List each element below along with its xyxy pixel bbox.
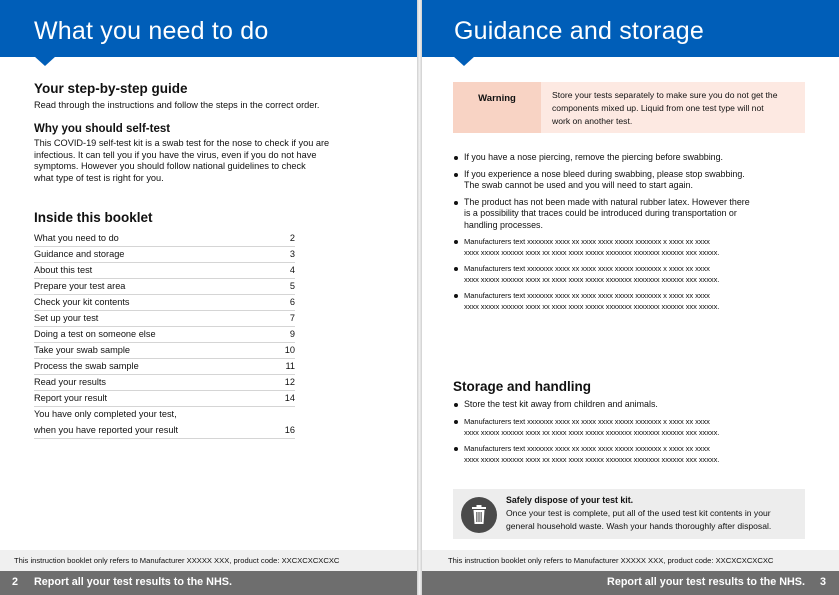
bullet-line: is a possibility that traces could be introduced during transportation or: [464, 208, 737, 218]
bullet-line: xxxx xxxxx xxxxxx xxxx xx xxxx xxxx xxxxx xxxxxxx xxxxxxx xxxxxx xxx xxxxx.: [464, 427, 720, 437]
bullet-line: If you experience a nose bleed during swabbing, please stop swabbing.: [464, 168, 745, 179]
why-self-test-heading: Why you should self-test: [34, 123, 171, 135]
toc-item[interactable]: [34, 247, 295, 263]
toc-page: 4: [289, 265, 295, 275]
bullet-line: The product has not been made with natural rubber latex. However there: [464, 196, 750, 207]
left-footer-note: This instruction booklet only refers to Manufacturer XXXXX XXX, product code: XXCXCXCXCXC: [0, 550, 417, 571]
bullet-line: The swab cannot be used and you will need to start again.: [464, 180, 693, 190]
bullet-line: handling processes.: [464, 219, 543, 230]
warning-text: [552, 89, 798, 128]
left-page-title: What you need to do: [34, 17, 269, 45]
right-page-number: 3: [819, 576, 826, 588]
guidance-bullet: [453, 169, 773, 192]
bullet-line: Manufacturers text xxxxxxx xxxx xx xxxx xxxx xxxxx xxxxxxx x xxxx xx xxxx: [464, 264, 710, 273]
warning-line: Store your tests separately to make sure you do not get the: [552, 90, 778, 100]
guidance-bullet: [453, 263, 773, 285]
toc-item[interactable]: [34, 279, 295, 295]
toc-page: 2: [289, 233, 295, 243]
toc-label: Read your results: [34, 377, 107, 387]
warning-label: Warning: [453, 82, 541, 133]
toc-label: Process the swab sample: [34, 361, 139, 371]
storage-bullet: [453, 416, 773, 438]
bullet-line: xxxx xxxxx xxxxxx xxxx xx xxxx xxxx xxxxx xxxxxxx xxxxxxx xxxxxx xxx xxxxx.: [464, 275, 720, 284]
bullet-line: xxxx xxxxx xxxxxx xxxx xx xxxx xxxx xxxxx xxxxxxx xxxxxxx xxxxxx xxx xxxxx.: [464, 248, 720, 257]
storage-bullet: [453, 399, 773, 411]
toc-label: Prepare your test area: [34, 281, 126, 291]
toc-item[interactable]: [34, 407, 295, 439]
bullet-line: Manufacturers text xxxxxxx xxxx xx xxxx xxxx xxxxx xxxxxxx x xxxx xx xxxx: [464, 416, 710, 426]
toc-page: 12: [284, 377, 295, 387]
step-guide-text: Read through the instructions and follow the steps in the correct order.: [34, 100, 320, 110]
inside-booklet-heading: Inside this booklet: [34, 210, 153, 225]
left-header-notch: [34, 56, 56, 66]
toc-label: Report your result: [34, 393, 108, 403]
bullet-line: Manufacturers text xxxxxxx xxxx xx xxxx xxxx xxxxx xxxxxxx x xxxx xx xxxx: [464, 291, 710, 300]
toc-label-line: You have only completed your test,: [34, 409, 177, 419]
toc-label: About this test: [34, 265, 93, 275]
toc-item[interactable]: [34, 295, 295, 311]
why-line: symptoms. However you should follow national guidelines to check: [34, 161, 306, 172]
toc-item[interactable]: [34, 375, 295, 391]
why-line: what type of test is right for you.: [34, 172, 164, 183]
guidance-bullet: [453, 152, 773, 164]
toc-item[interactable]: [34, 311, 295, 327]
toc-item[interactable]: [34, 359, 295, 375]
toc-item[interactable]: [34, 391, 295, 407]
warning-line: work on another test.: [552, 116, 633, 126]
toc-page: 7: [289, 313, 295, 323]
bullet-line: xxxx xxxxx xxxxxx xxxx xx xxxx xxxx xxxxx xxxxxxx xxxxxxx xxxxxx xxx xxxxx.: [464, 454, 720, 464]
warning-line: components mixed up. Liquid from one test type will not: [552, 103, 764, 113]
left-page: [0, 0, 417, 595]
guidance-list: [453, 152, 773, 317]
toc-label-line: when you have reported your result: [34, 425, 179, 435]
toc-item[interactable]: [34, 343, 295, 359]
dispose-box: [453, 489, 805, 539]
toc-item[interactable]: [34, 263, 295, 279]
toc-page: 6: [289, 297, 295, 307]
guidance-bullet: [453, 290, 773, 312]
guidance-bullet: [453, 236, 773, 258]
right-footer-note: This instruction booklet only refers to Manufacturer XXXXX XXX, product code: XXCXCXCXCXC: [422, 550, 839, 571]
toc-item[interactable]: [34, 231, 295, 247]
toc-item[interactable]: [34, 327, 295, 343]
toc-page: 10: [284, 345, 295, 355]
toc-page: 5: [289, 281, 295, 291]
right-page-title: Guidance and storage: [454, 17, 705, 45]
guidance-bullet: [453, 197, 773, 232]
storage-bullet: [453, 443, 773, 465]
toc-label: Doing a test on someone else: [34, 329, 156, 339]
why-line: This COVID-19 self-test kit is a swab test for the nose to check if you are: [34, 138, 330, 148]
toc-label: Guidance and storage: [34, 249, 125, 259]
warning-box: [453, 82, 805, 133]
left-page-number: 2: [12, 576, 19, 588]
step-guide-heading: Your step-by-step guide: [34, 81, 188, 96]
left-footer-text: Report all your test results to the NHS.: [34, 576, 232, 588]
dispose-title: Safely dispose of your test kit.: [506, 495, 634, 505]
toc-page: 11: [285, 361, 295, 371]
toc-label: Take your swab sample: [34, 345, 131, 355]
right-footer-bar: [422, 571, 839, 595]
storage-heading: Storage and handling: [453, 379, 592, 394]
toc-label: What you need to do: [34, 233, 119, 243]
toc-page: 16: [284, 425, 295, 435]
right-footer-text: Report all your test results to the NHS.: [607, 576, 805, 588]
left-footer-bar: [0, 571, 417, 595]
right-page: [422, 0, 839, 595]
toc-label: Check your kit contents: [34, 297, 130, 307]
bullet-line: xxxx xxxxx xxxxxx xxxx xx xxxx xxxx xxxxx xxxxxxx xxxxxxx xxxxxx xxx xxxxx.: [464, 302, 720, 311]
toc-label: Set up your test: [34, 313, 99, 323]
right-header-notch: [453, 56, 475, 66]
why-self-test-text: [34, 138, 364, 184]
why-line: infectious. It can tell you if you have the virus, even if you do not have: [34, 149, 317, 160]
table-of-contents: [34, 231, 295, 439]
dispose-line: Once your test is complete, put all of the used test kit contents in your: [506, 508, 771, 518]
bin-icon: [461, 497, 497, 533]
toc-page: 14: [284, 393, 295, 403]
dispose-text: [506, 507, 798, 533]
storage-list: [453, 399, 773, 470]
toc-page: 9: [289, 329, 295, 339]
bullet-line: If you have a nose piercing, remove the piercing before swabbing.: [464, 152, 724, 162]
bullet-line: Manufacturers text xxxxxxx xxxx xx xxxx xxxx xxxxx xxxxxxx x xxxx xx xxxx: [464, 237, 710, 246]
toc-page: 3: [289, 249, 295, 259]
bullet-line: Manufacturers text xxxxxxx xxxx xx xxxx xxxx xxxxx xxxxxxx x xxxx xx xxxx: [464, 443, 710, 453]
bullet-line: Store the test kit away from children and animals.: [464, 399, 658, 409]
toc-label: [34, 409, 178, 436]
dispose-line: general household waste. Wash your hands thoroughly after disposal.: [506, 521, 772, 531]
